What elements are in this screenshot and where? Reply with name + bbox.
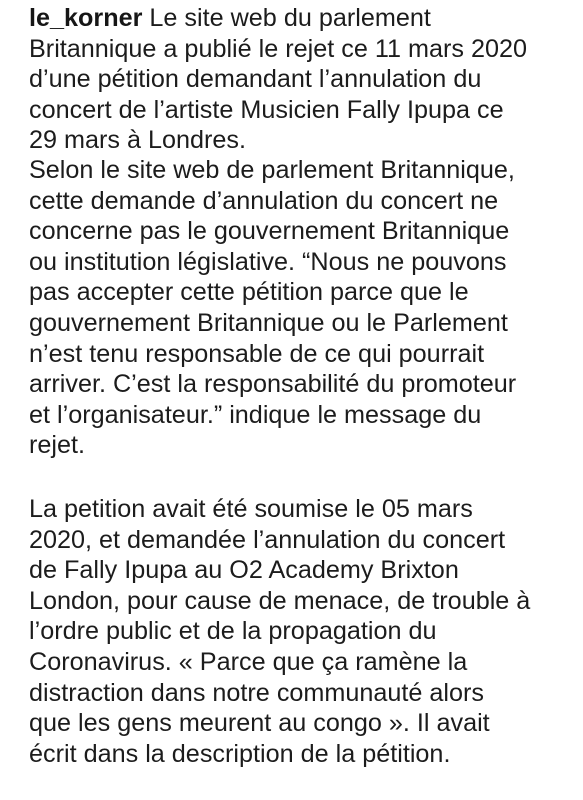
caption-paragraph-2 xyxy=(29,155,516,461)
caption-line: arriver. C’est la responsabilité du promoteur xyxy=(29,370,517,399)
caption-line: Coronavirus. « Parce que ça ramène la xyxy=(29,647,468,676)
caption-paragraph-3 xyxy=(29,494,530,769)
caption-line: cette demande d’annulation du concert ne xyxy=(29,186,499,215)
username-link[interactable]: le_korner xyxy=(29,4,143,32)
caption-line: gouvernement Britannique ou le Parlement xyxy=(29,308,508,337)
caption-line: et l’organisateur.” indique le message du xyxy=(29,400,482,429)
caption-line: 2020, et demandée l’annulation du concert xyxy=(29,525,506,554)
caption-line: concert de l’artiste Musicien Fally Ipupa ce xyxy=(29,95,504,124)
caption-line: que les gens meurent au congo ». Il avait xyxy=(29,709,490,738)
caption-line: l’ordre public et de la propagation du xyxy=(29,617,437,646)
caption-line: London, pour cause de menace, de trouble à xyxy=(29,586,531,615)
caption-line: concerne pas le gouvernement Britannique xyxy=(29,217,510,246)
caption-line: distraction dans notre communauté alors xyxy=(29,678,485,707)
caption-line: de Fally Ipupa au O2 Academy Brixton xyxy=(29,556,459,585)
caption-line: n’est tenu responsable de ce qui pourrait xyxy=(29,339,485,368)
caption-line: pas accepter cette pétition parce que le xyxy=(29,278,469,307)
caption-line: La petition avait été soumise le 05 mars xyxy=(29,495,473,523)
caption-line xyxy=(29,3,527,34)
caption-line: Selon le site web de parlement Britannique, xyxy=(29,156,515,184)
caption-line: rejet. xyxy=(29,431,85,460)
caption-line: ou institution législative. “Nous ne pouvons xyxy=(29,247,507,276)
caption-line: écrit dans la description de la pétition. xyxy=(29,739,451,768)
caption-text: Le site web du parlement xyxy=(142,4,431,32)
caption-line: Britannique a publié le rejet ce 11 mars 2020 xyxy=(29,34,527,63)
caption-line: d’une pétition demandant l’annulation du xyxy=(29,65,482,94)
caption-line: 29 mars à Londres. xyxy=(29,126,247,155)
caption-paragraph-1 xyxy=(29,3,527,156)
